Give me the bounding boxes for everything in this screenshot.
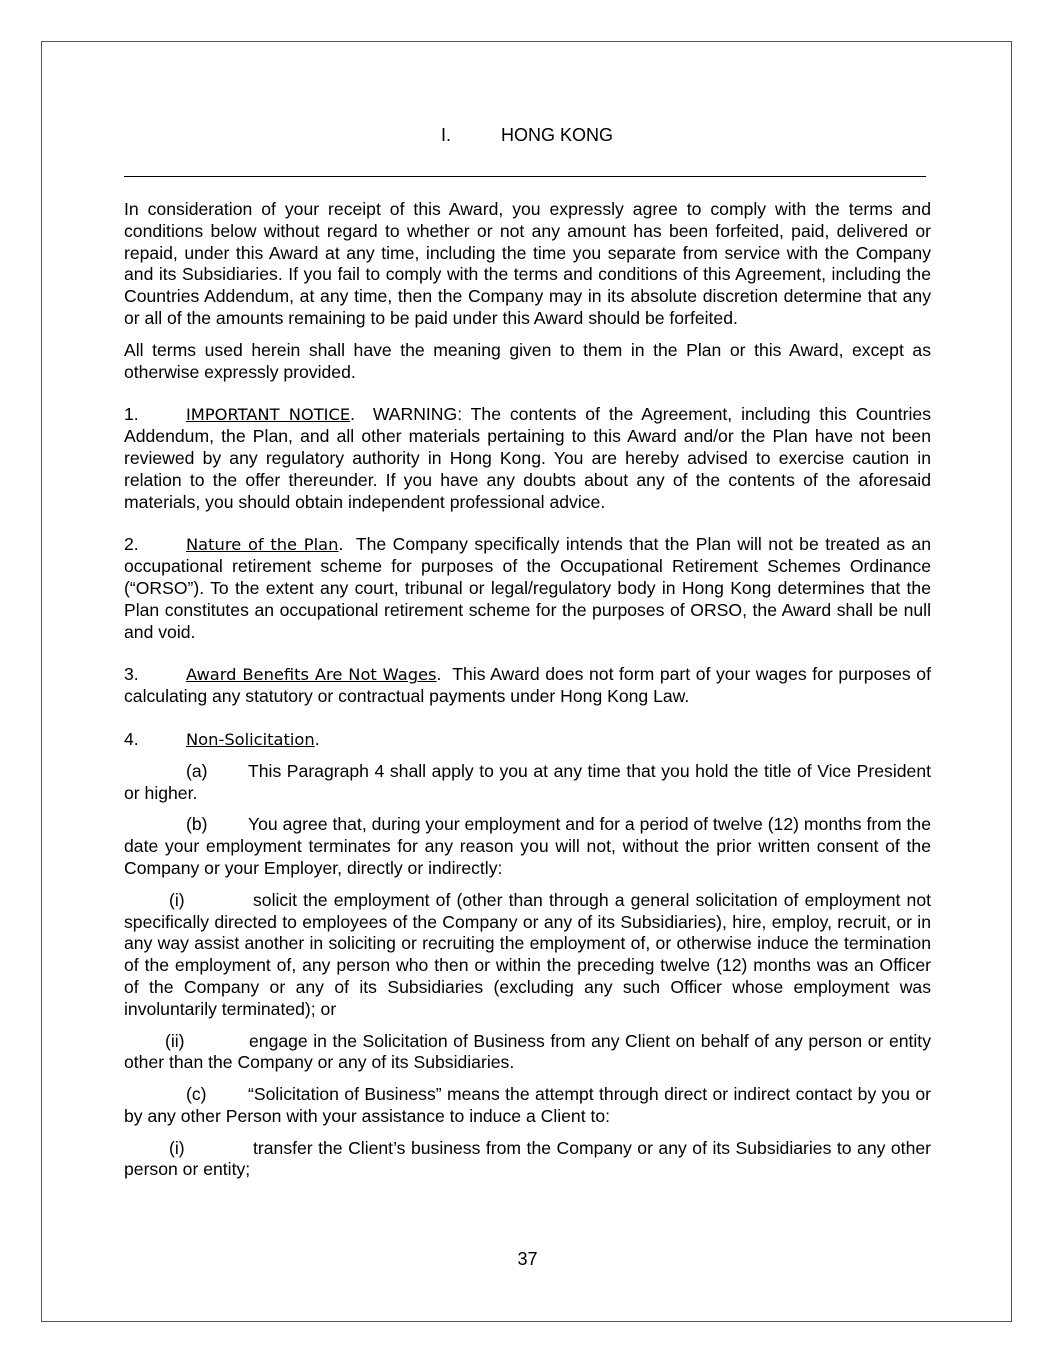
section-1-title: IMPORTANT NOTICE bbox=[186, 405, 351, 425]
section-1-number: 1. bbox=[124, 404, 139, 425]
heading-title: HONG KONG bbox=[500, 125, 613, 145]
section-1 bbox=[124, 404, 936, 513]
section-2-title-period: . bbox=[338, 534, 344, 555]
subsection-b-label: (b) bbox=[186, 814, 208, 835]
subsection-b-ii bbox=[124, 1031, 931, 1075]
subsection-c-i-text: transfer the Client’s business from the Company or any of its Subsidiaries to any other person or entity; bbox=[124, 1137, 931, 1180]
section-3-title-period: . bbox=[436, 664, 442, 685]
section-4-number: 4. bbox=[124, 728, 139, 749]
subsection-a-label: (a) bbox=[186, 760, 208, 781]
section-1-title-period: . bbox=[350, 404, 356, 425]
section-2-text: The Company specifically intends that the Plan will not be treated as an occupational retirement scheme for purposes of the Occupational Retirement Schemes Ordinance (“ORSO”). To the extent any court, tribunal or legal/regulatory body in Hong Kong determines that the Plan constitutes an occupational retirement scheme for the purposes of ORSO, the Award shall be null and void. bbox=[124, 534, 936, 642]
subsection-c-i bbox=[124, 1138, 931, 1182]
page-number: 37 bbox=[517, 1249, 538, 1269]
section-3-number: 3. bbox=[124, 664, 139, 685]
subsection-a-text: This Paragraph 4 shall apply to you at any time that you hold the title of Vice President or higher. bbox=[124, 760, 931, 803]
section-3-text: This Award does not form part of your wages for purposes of calculating any statutory or contractual payments under Hong Kong Law. bbox=[124, 664, 936, 707]
subsection-a bbox=[124, 761, 931, 805]
section-4-title-period: . bbox=[314, 728, 320, 749]
section-2 bbox=[124, 534, 936, 643]
subsection-b-ii-text: engage in the Solicitation of Business from any Client on behalf of any person or entity other than the Company or any of its Subsidiaries. bbox=[124, 1030, 931, 1073]
section-2-number: 2. bbox=[124, 534, 139, 555]
section-3 bbox=[124, 664, 936, 708]
subsection-b-text: You agree that, during your employment and for a period of twelve (12) months from the date your employment terminates for any reason you will not, without the prior written consent of the Company or your Employer, directly or indirectly: bbox=[124, 814, 931, 878]
subsection-b-i-text: solicit the employment of (other than through a general solicitation of employment not specifically directed to employees of the Company or any of its Subsidiaries), hire, employ, recruit, or in any way assist another in soliciting or recruiting the employment of, or otherwise induce the termination of the employment of, any person who then or within the preceding twelve (12) months was an Officer of the Company or any of its Subsidiaries (excluding any such Officer whose employment was involuntarily terminated); or bbox=[124, 889, 931, 1019]
section-2-title: Nature of the Plan bbox=[186, 535, 339, 555]
heading-number: I. bbox=[440, 125, 451, 145]
section-heading bbox=[124, 124, 930, 146]
heading-rule bbox=[124, 176, 926, 177]
subsection-b-ii-label: (ii) bbox=[165, 1030, 185, 1051]
section-3-title: Award Benefits Are Not Wages bbox=[186, 665, 437, 685]
intro-paragraph-2: All terms used herein shall have the meaning given to them in the Plan or this Award, except as otherwise expressly provided. bbox=[124, 339, 931, 382]
section-1-text: WARNING: The contents of the Agreement, including this Countries Addendum, the Plan, and all other materials pertaining to this Award and/or the Plan have not been reviewed by any regulatory authority in Hong Kong. You are hereby advised to exercise caution in relation to the offer thereunder. If you have any doubts about any of the contents of the aforesaid materials, you should obtain independent professional advice. bbox=[124, 404, 936, 512]
subsection-b-i-label: (i) bbox=[169, 889, 185, 910]
subsection-c-i-label: (i) bbox=[169, 1137, 185, 1158]
section-4-title: Non-Solicitation bbox=[186, 729, 315, 749]
subsection-b-i bbox=[124, 890, 931, 1021]
subsection-b bbox=[124, 814, 931, 879]
subsection-c-label: (c) bbox=[186, 1084, 207, 1105]
document-body bbox=[124, 199, 936, 1181]
subsection-c bbox=[124, 1084, 931, 1128]
intro-paragraph-1: In consideration of your receipt of this Award, you expressly agree to comply with the terms and conditions below without regard to whether or not any amount has been forfeited, paid, delivered or repaid, under this Award at any time, including the time you separate from service with the Company and its Subsidiaries. If you fail to comply with the terms and conditions of this Agreement, including the Countries Addendum, at any time, then the Company may in its absolute discretion determine that any or all of the amounts remaining to be paid under this Award should be forfeited. bbox=[124, 199, 931, 328]
subsection-c-text: “Solicitation of Business” means the attempt through direct or indirect contact by you or by any other Person with your assistance to induce a Client to: bbox=[124, 1084, 931, 1126]
section-4 bbox=[124, 729, 931, 751]
